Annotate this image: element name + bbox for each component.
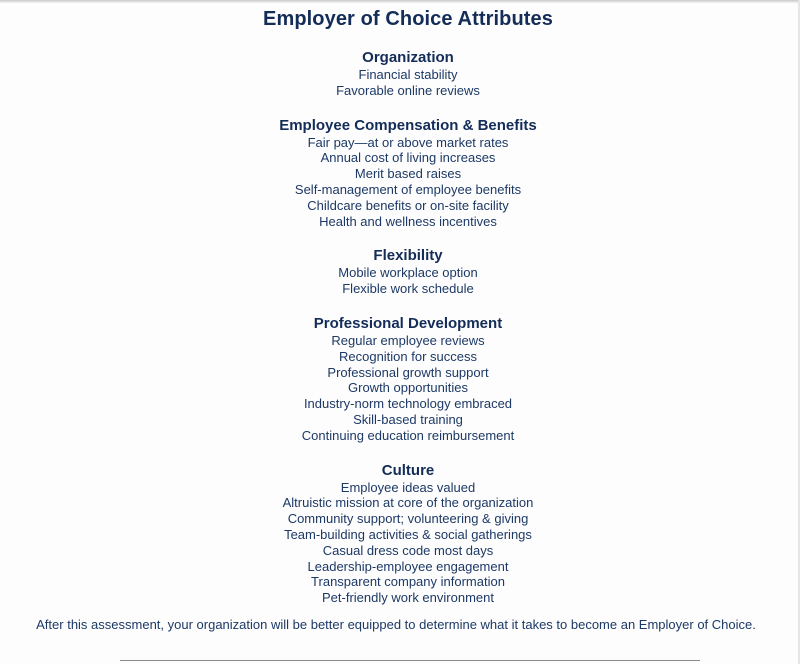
section-items <box>0 135 800 230</box>
section-heading: Flexibility <box>373 247 443 265</box>
list-item: Self-management of employee benefits <box>294 181 522 197</box>
section-heading: Culture <box>381 461 435 479</box>
list-item: Annual cost of living increases <box>320 150 496 166</box>
list-item: Health and wellness incentives <box>319 213 497 229</box>
page-title: Employer of Choice Attributes <box>263 8 553 30</box>
section-heading: Employee Compensation & Benefits <box>279 116 537 134</box>
list-item: Continuing education reimbursement <box>301 427 515 443</box>
list-item: Growth opportunities <box>348 380 468 396</box>
section-items <box>0 480 800 606</box>
list-item: Industry-norm technology embraced <box>303 396 513 412</box>
list-item: Leadership-employee engagement <box>307 558 509 574</box>
section-heading: Professional Development <box>313 314 503 332</box>
list-item: Childcare benefits or on-site facility <box>307 197 509 213</box>
section-items <box>0 67 800 99</box>
list-item: Regular employee reviews <box>331 332 485 348</box>
list-item: Financial stability <box>358 67 458 82</box>
section-items <box>0 333 800 444</box>
attributes-list <box>0 48 800 623</box>
section-flexibility <box>0 246 800 297</box>
list-item: Community support; volunteering & giving <box>287 511 529 527</box>
bottom-divider <box>120 660 700 661</box>
list-item: Team-building activities & social gatherings <box>284 526 532 542</box>
section-organization <box>0 48 800 99</box>
section-professional-development <box>0 314 800 444</box>
list-item: Employee ideas valued <box>340 479 476 495</box>
list-item: Transparent company information <box>311 574 505 590</box>
list-item: Casual dress code most days <box>322 542 494 558</box>
list-item: Fair pay—at or above market rates <box>307 134 509 150</box>
list-item: Flexible work schedule <box>342 281 474 297</box>
list-item: Merit based raises <box>354 166 462 182</box>
list-item: Skill-based training <box>353 411 463 427</box>
list-item: Altruistic mission at core of the organization <box>282 495 534 511</box>
list-item: Pet-friendly work environment <box>322 590 494 606</box>
section-items <box>0 265 800 297</box>
section-heading: Organization <box>362 49 454 66</box>
list-item: Recognition for success <box>338 348 477 364</box>
list-item: Favorable online reviews <box>336 82 480 98</box>
footer-note: After this assessment, your organization will be better equipped to determine what it takes to become an Employer of Choice. <box>36 617 756 632</box>
section-compensation-benefits <box>0 116 800 230</box>
section-culture <box>0 461 800 606</box>
list-item: Professional growth support <box>327 364 489 380</box>
top-divider <box>0 0 800 3</box>
list-item: Mobile workplace option <box>338 265 478 281</box>
